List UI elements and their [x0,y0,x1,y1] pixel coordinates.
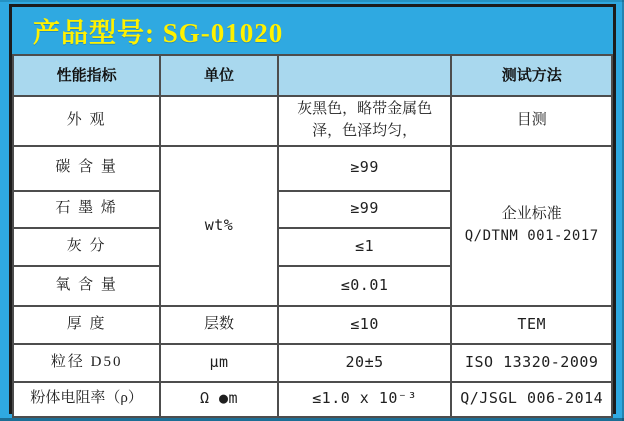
method-standard-name: 企业标准 [501,206,562,223]
table-row [13,306,612,344]
indicator-powder-resistivity: 粉体电阻率（ρ） [13,382,160,417]
method-standard-code: Q/DTNM 001-2017 [464,228,599,245]
method-thickness: TEM [451,306,612,344]
value-carbon-content: ≥99 [278,146,452,191]
value-appearance: 灰黑色，略带金属色泽，色泽均匀， [278,96,452,146]
value-particle-size-d50: 20±5 [278,344,452,382]
unit-micrometer: μm [160,344,277,382]
unit-layers: 层数 [160,306,277,344]
value-graphene: ≥99 [278,191,452,228]
table-row [13,146,612,191]
header-indicator: 性能指标 [13,55,160,96]
table-header-row [13,55,612,96]
indicator-thickness: 厚 度 [13,306,160,344]
unit-ohm-meter: Ω ●m [160,382,277,417]
indicator-oxygen-content: 氧 含 量 [13,266,160,306]
value-thickness: ≤10 [278,306,452,344]
header-unit: 单位 [160,55,277,96]
indicator-carbon-content: 碳 含 量 [13,146,160,191]
indicator-appearance: 外 观 [13,96,160,146]
table-row [13,382,612,417]
method-powder-resistivity: Q/JSGL 006-2014 [451,382,612,417]
outer-frame [9,4,616,414]
table-row [13,96,612,146]
value-powder-resistivity: ≤1.0 x 10⁻³ [278,382,452,417]
value-ash: ≤1 [278,228,452,266]
header-method: 测试方法 [451,55,612,96]
header-value-blank [278,55,452,96]
method-particle-size-d50: ISO 13320-2009 [451,344,612,382]
value-oxygen-content: ≤0.01 [278,266,452,306]
spec-table [12,54,613,418]
product-model-title: 产品型号: SG-01020 [33,18,284,48]
title-band [12,7,613,54]
indicator-graphene: 石 墨 烯 [13,191,160,228]
method-enterprise-standard [451,146,612,306]
table-row [13,344,612,382]
indicator-ash: 灰 分 [13,228,160,266]
indicator-particle-size-d50: 粒径 D50 [13,344,160,382]
unit-wt-percent: wt% [160,146,277,306]
method-appearance: 目测 [451,96,612,146]
unit-appearance [160,96,277,146]
